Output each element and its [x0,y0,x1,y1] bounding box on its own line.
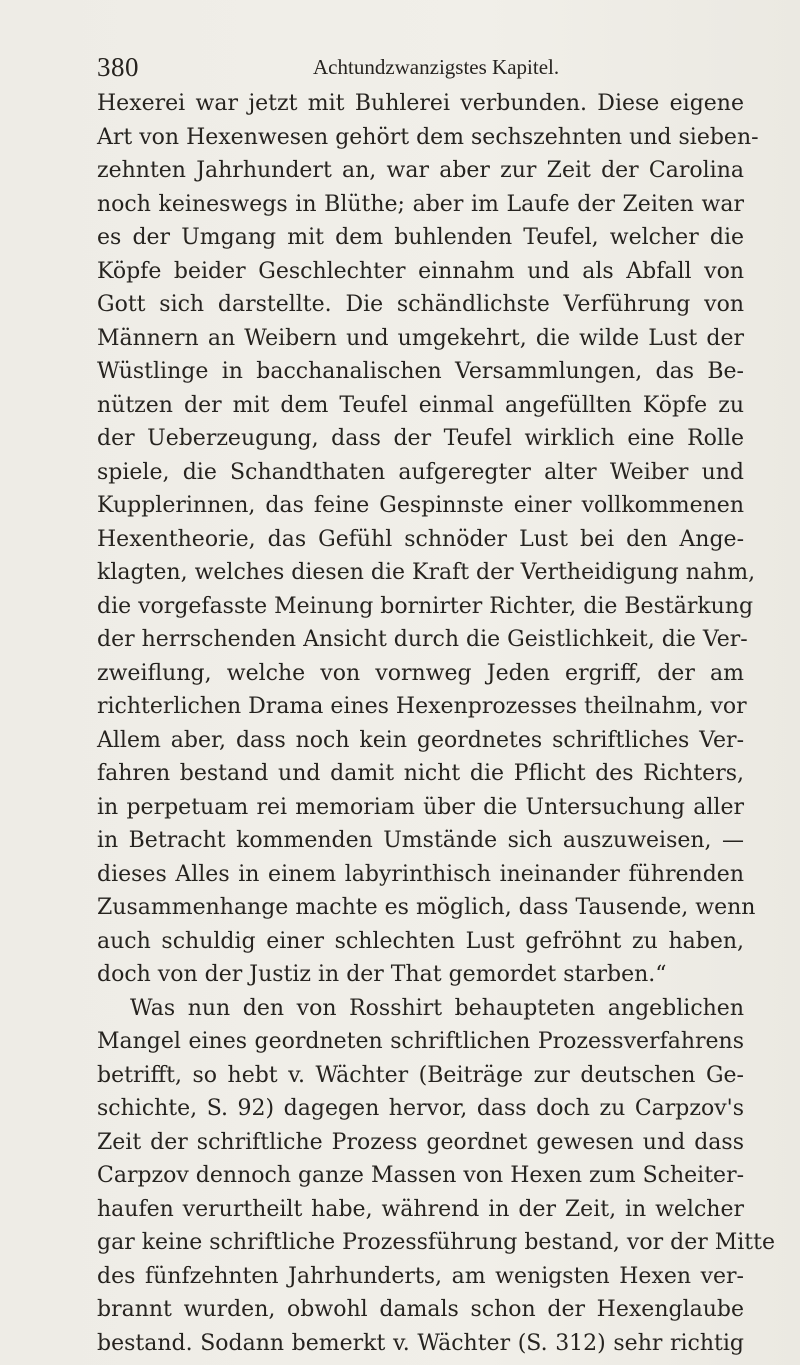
text-line: Köpfe beider Geschlechter einnahm und als Abfall von [97,258,744,284]
text-line: Zeit der schriftliche Prozess geordnet gewesen und dass [97,1129,744,1155]
text-line: gar keine schriftliche Prozessführung bestand, vor der Mitte [97,1230,775,1255]
text-line: Mangel eines geordneten schriftlichen Prozessverfahrens [97,1029,744,1054]
text-line: schichte, S. 92) dagegen hervor, dass doch zu Carpzov's [97,1096,744,1121]
running-head [97,52,737,80]
paragraph-end-line: doch von der Justiz in der That gemordet starben.“ [97,962,667,987]
text-line: haufen verurtheilt habe, während in der Zeit, in welcher [97,1196,744,1222]
text-line: Hexerei war jetzt mit Buhlerei verbunden. Diese eigene [97,91,744,116]
text-line: dieses Alles in einem labyrinthisch ineinander führenden [97,861,744,887]
text-line: Gott sich darstellte. Die schändlichste Verführung von [97,292,744,317]
text-line: Art von Hexenwesen gehört dem sechszehnten und sieben- [97,124,759,150]
text-line: es der Umgang mit dem buhlenden Teufel, welcher die [97,225,744,250]
text-line: die vorgefasste Meinung bornirter Richter, die Bestärkung [97,593,754,619]
page-number: 380 [97,52,139,82]
text-line: Kupplerinnen, das feine Gespinnste einer vollkommenen [97,493,744,518]
body-text [97,87,775,1360]
text-line: auch schuldig einer schlechten Lust gefröhnt zu haben, [97,928,744,954]
text-line: in perpetuam rei memoriam über die Untersuchung aller [97,794,744,820]
text-line: richterlichen Drama eines Hexenprozesses theilnahm, vor [97,694,747,719]
text-line: Carpzov dennoch ganze Massen von Hexen zum Scheiter- [97,1163,745,1188]
text-line: Zusammenhange machte es möglich, dass Tausende, wenn [97,895,756,920]
text-line: zweiflung, welche von vornweg Jeden ergriff, der am [97,660,744,686]
text-line: klagten, welches diesen die Kraft der Vertheidigung nahm, [97,560,756,585]
text-line: nützen der mit dem Teufel einmal angefüllten Köpfe zu [97,392,744,418]
text-line: der Ueberzeugung, dass der Teufel wirklich eine Rolle [97,426,744,451]
text-line: fahren bestand und damit nicht die Pflicht des Richters, [97,761,744,786]
text-line: Wüstlinge in bacchanalischen Versammlungen, das Be- [97,359,744,384]
text-line: der herrschenden Ansicht durch die Geistlichkeit, die Ver- [97,627,748,652]
text-line: noch keineswegs in Blüthe; aber im Laufe der Zeiten war [97,191,744,217]
text-line: betrifft, so hebt v. Wächter (Beiträge zur deutschen Ge- [97,1062,744,1088]
chapter-title: Achtundzwanzigstes Kapitel. [313,55,560,79]
text-line: Männern an Weibern und umgekehrt, die wilde Lust der [97,325,744,351]
text-line: des fünfzehnten Jahrhunderts, am wenigsten Hexen ver- [97,1263,744,1289]
text-line: in Betracht kommenden Umstände sich auszuweisen, — [97,828,744,853]
paragraph-start-line: Was nun den von Rosshirt behaupteten angeblichen [130,995,744,1021]
text-line: spiele, die Schandthaten aufgeregter alter Weiber und [97,459,744,485]
text-line: zehnten Jahrhundert an, war aber zur Zeit der Carolina [97,158,744,183]
text-line: brannt wurden, obwohl damals schon der Hexenglaube [97,1297,744,1322]
text-line: Allem aber, dass noch kein geordnetes schriftliches Ver- [97,727,744,753]
text-line: Hexentheorie, das Gefühl schnöder Lust bei den Ange- [97,526,744,552]
text-line: bestand. Sodann bemerkt v. Wächter (S. 312) sehr richtig [97,1330,744,1356]
